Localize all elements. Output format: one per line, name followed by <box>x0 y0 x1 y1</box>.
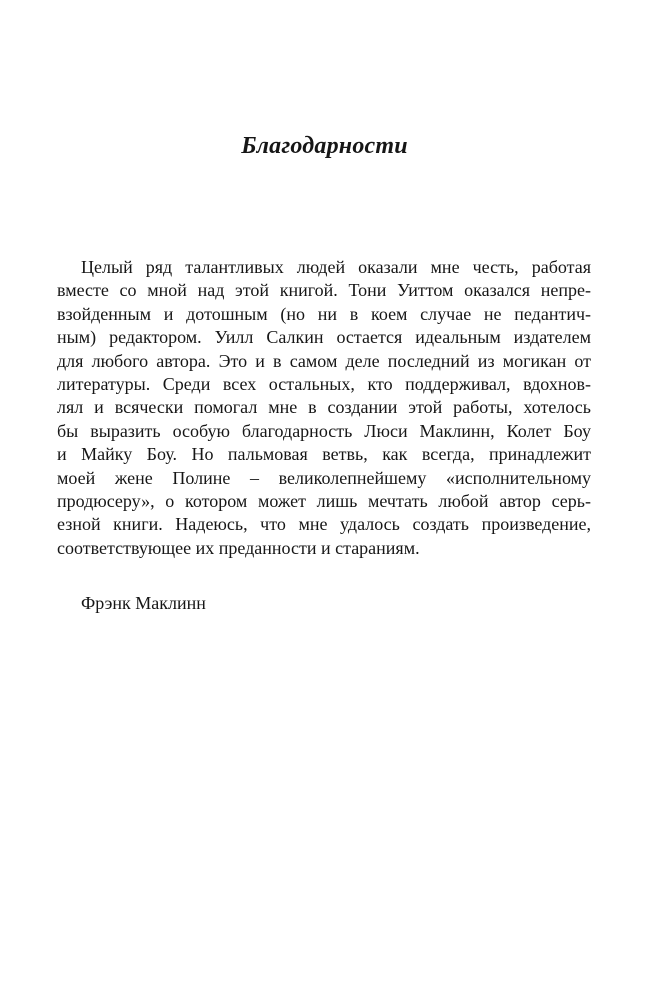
text-line: Целый ряд талантливых людей оказали мне честь, работая <box>81 257 591 277</box>
text-line: соответствующее их преданности и стараниям. <box>57 537 420 558</box>
text-line: взойденным и дотошным (но ни в коем случае не педантич- <box>57 303 591 324</box>
text-line: ным) редактором. Уилл Салкин остается идеальным издателем <box>57 327 591 348</box>
text-line: продюсеру», о котором может лишь мечтать любой автор серь- <box>57 491 591 512</box>
text-line: литературы. Среди всех остальных, кто поддерживал, вдохнов- <box>57 374 591 395</box>
text-line: для любого автора. Это и в самом деле последний из могикан от <box>57 350 591 371</box>
text-line: лял и всячески помогал мне в создании этой работы, хотелось <box>57 397 591 418</box>
chapter-heading: Благодарности <box>241 133 408 159</box>
text-line: и Майку Боу. Но пальмовая ветвь, как всегда, принадлежит <box>57 444 591 465</box>
text-line: езной книги. Надеюсь, что мне удалось создать произведение, <box>57 514 591 535</box>
text-line: вместе со мной над этой книгой. Тони Уиттом оказался непре- <box>57 280 591 301</box>
acknowledgments-paragraph <box>57 256 591 560</box>
text-line: бы выразить особую благодарность Люси Маклинн, Колет Боу <box>57 420 591 441</box>
text-line: моей жене Полине – великолепнейшему «исполнительному <box>57 467 591 488</box>
author-signature: Фрэнк Маклинн <box>81 593 206 613</box>
